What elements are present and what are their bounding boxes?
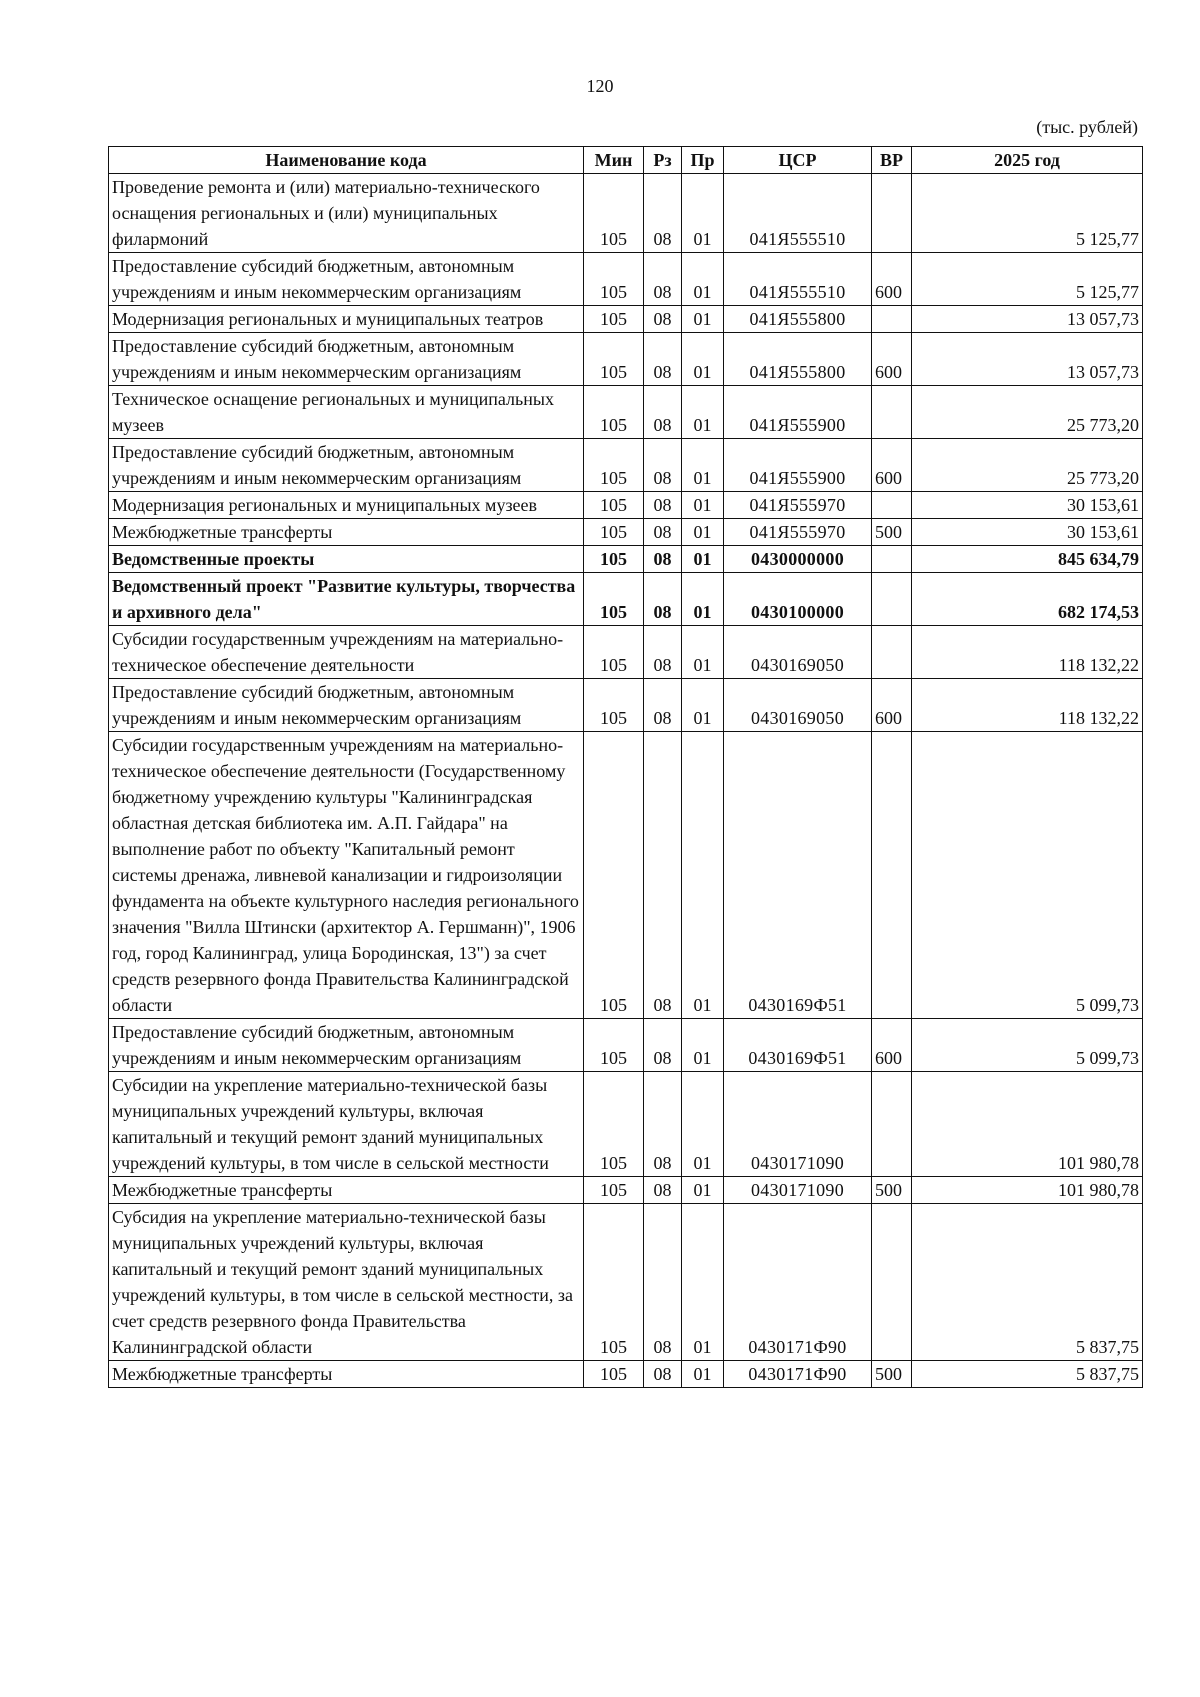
- cell-amount: 13 057,73: [912, 333, 1143, 386]
- cell-rz: 08: [644, 174, 682, 253]
- cell-csr: 0430169050: [724, 626, 872, 679]
- cell-pr: 01: [682, 573, 724, 626]
- cell-vr: 600: [872, 253, 912, 306]
- cell-csr: 041Я555900: [724, 439, 872, 492]
- cell-amount: 5 125,77: [912, 253, 1143, 306]
- cell-amount: 5 837,75: [912, 1361, 1143, 1388]
- cell-min: 105: [584, 439, 644, 492]
- table-row: [109, 1361, 1143, 1388]
- cell-pr: 01: [682, 1204, 724, 1361]
- table-row: [109, 174, 1143, 253]
- cell-pr: 01: [682, 519, 724, 546]
- cell-rz: 08: [644, 386, 682, 439]
- cell-amount: 25 773,20: [912, 439, 1143, 492]
- cell-csr: 0430171090: [724, 1177, 872, 1204]
- cell-csr: 0430100000: [724, 573, 872, 626]
- table-row: [109, 1019, 1143, 1072]
- cell-csr: 0430171090: [724, 1072, 872, 1177]
- cell-vr: [872, 1072, 912, 1177]
- cell-csr: 0430169050: [724, 679, 872, 732]
- cell-name: Межбюджетные трансферты: [109, 1361, 584, 1388]
- cell-pr: 01: [682, 1072, 724, 1177]
- cell-name: Ведомственный проект "Развитие культуры, творчества и архивного дела": [109, 573, 584, 626]
- table-row: [109, 679, 1143, 732]
- cell-pr: 01: [682, 253, 724, 306]
- header-min: Мин: [584, 147, 644, 174]
- table-row: [109, 732, 1143, 1019]
- cell-pr: 01: [682, 439, 724, 492]
- budget-table: [108, 146, 1143, 1388]
- table-row: [109, 386, 1143, 439]
- cell-vr: [872, 573, 912, 626]
- cell-amount: 118 132,22: [912, 679, 1143, 732]
- cell-csr: 041Я555510: [724, 174, 872, 253]
- table-row: [109, 1177, 1143, 1204]
- table-row: [109, 1204, 1143, 1361]
- cell-name: Субсидии государственным учреждениям на материально-техническое обеспечение деятельности (Государственному бюджетному учреждению культуры "Калининградская областная детская библиотека им. А.П. Гайдара" на выполнение работ по объекту "Капитальный ремонт системы дренажа, ливневой канализации и гидроизоляции фундамента на объекте культурного наследия регионального значения "Вилла Штински (архитектор А. Гершманн)", 1906 год, город Калининград, улица Бородинская, 13") за счет средств резервного фонда Правительства Калининградской области: [109, 732, 584, 1019]
- cell-min: 105: [584, 174, 644, 253]
- cell-amount: 5 099,73: [912, 1019, 1143, 1072]
- cell-name: Техническое оснащение региональных и муниципальных музеев: [109, 386, 584, 439]
- cell-pr: 01: [682, 732, 724, 1019]
- cell-amount: 13 057,73: [912, 306, 1143, 333]
- cell-rz: 08: [644, 573, 682, 626]
- cell-min: 105: [584, 626, 644, 679]
- cell-name: Предоставление субсидий бюджетным, автономным учреждениям и иным некоммерческим организациям: [109, 439, 584, 492]
- cell-pr: 01: [682, 1019, 724, 1072]
- table-row: [109, 626, 1143, 679]
- cell-rz: 08: [644, 546, 682, 573]
- cell-rz: 08: [644, 679, 682, 732]
- cell-vr: [872, 386, 912, 439]
- cell-min: 105: [584, 1177, 644, 1204]
- cell-min: 105: [584, 1361, 644, 1388]
- cell-rz: 08: [644, 492, 682, 519]
- cell-vr: 500: [872, 519, 912, 546]
- cell-vr: 500: [872, 1361, 912, 1388]
- cell-min: 105: [584, 306, 644, 333]
- cell-min: 105: [584, 519, 644, 546]
- cell-min: 105: [584, 732, 644, 1019]
- cell-min: 105: [584, 1019, 644, 1072]
- cell-amount: 30 153,61: [912, 492, 1143, 519]
- table-row: [109, 306, 1143, 333]
- cell-amount: 101 980,78: [912, 1072, 1143, 1177]
- cell-pr: 01: [682, 306, 724, 333]
- cell-csr: 041Я555970: [724, 519, 872, 546]
- cell-amount: 101 980,78: [912, 1177, 1143, 1204]
- cell-pr: 01: [682, 626, 724, 679]
- cell-rz: 08: [644, 306, 682, 333]
- table-row: [109, 546, 1143, 573]
- cell-csr: 0430171Ф90: [724, 1204, 872, 1361]
- cell-pr: 01: [682, 679, 724, 732]
- cell-name: Межбюджетные трансферты: [109, 1177, 584, 1204]
- cell-rz: 08: [644, 519, 682, 546]
- cell-amount: 118 132,22: [912, 626, 1143, 679]
- table-row: [109, 1072, 1143, 1177]
- header-vr: ВР: [872, 147, 912, 174]
- table-header-row: [109, 147, 1143, 174]
- cell-amount: 682 174,53: [912, 573, 1143, 626]
- cell-min: 105: [584, 333, 644, 386]
- cell-vr: 600: [872, 1019, 912, 1072]
- cell-vr: [872, 626, 912, 679]
- table-row: [109, 439, 1143, 492]
- table-row: [109, 253, 1143, 306]
- cell-min: 105: [584, 492, 644, 519]
- cell-pr: 01: [682, 386, 724, 439]
- cell-min: 105: [584, 1072, 644, 1177]
- cell-csr: 041Я555900: [724, 386, 872, 439]
- cell-rz: 08: [644, 626, 682, 679]
- cell-csr: 0430000000: [724, 546, 872, 573]
- cell-vr: [872, 492, 912, 519]
- cell-amount: 30 153,61: [912, 519, 1143, 546]
- cell-name: Предоставление субсидий бюджетным, автономным учреждениям и иным некоммерческим организациям: [109, 679, 584, 732]
- cell-vr: [872, 306, 912, 333]
- cell-vr: 600: [872, 439, 912, 492]
- cell-pr: 01: [682, 492, 724, 519]
- cell-rz: 08: [644, 732, 682, 1019]
- page-number: 120: [586, 76, 614, 96]
- header-pr: Пр: [682, 147, 724, 174]
- cell-name: Субсидия на укрепление материально-технической базы муниципальных учреждений культуры, включая капитальный и текущий ремонт зданий муниципальных учреждений культуры, в том числе в сельской местности, за счет средств резервного фонда Правительства Калининградской области: [109, 1204, 584, 1361]
- cell-min: 105: [584, 546, 644, 573]
- cell-name: Модернизация региональных и муниципальных музеев: [109, 492, 584, 519]
- cell-csr: 0430169Ф51: [724, 1019, 872, 1072]
- cell-min: 105: [584, 386, 644, 439]
- cell-name: Модернизация региональных и муниципальных театров: [109, 306, 584, 333]
- cell-amount: 25 773,20: [912, 386, 1143, 439]
- cell-min: 105: [584, 253, 644, 306]
- cell-pr: 01: [682, 174, 724, 253]
- cell-amount: 5 099,73: [912, 732, 1143, 1019]
- cell-csr: 041Я555800: [724, 306, 872, 333]
- table-row: [109, 573, 1143, 626]
- cell-min: 105: [584, 679, 644, 732]
- cell-pr: 01: [682, 333, 724, 386]
- cell-rz: 08: [644, 1361, 682, 1388]
- table-row: [109, 492, 1143, 519]
- cell-pr: 01: [682, 1361, 724, 1388]
- units-label: (тыс. рублей): [1036, 117, 1138, 137]
- cell-vr: 500: [872, 1177, 912, 1204]
- cell-csr: 041Я555970: [724, 492, 872, 519]
- table-row: [109, 333, 1143, 386]
- cell-rz: 08: [644, 253, 682, 306]
- header-rz: Рз: [644, 147, 682, 174]
- cell-min: 105: [584, 573, 644, 626]
- table-row: [109, 519, 1143, 546]
- cell-name: Ведомственные проекты: [109, 546, 584, 573]
- cell-amount: 845 634,79: [912, 546, 1143, 573]
- cell-rz: 08: [644, 1019, 682, 1072]
- cell-amount: 5 837,75: [912, 1204, 1143, 1361]
- cell-pr: 01: [682, 1177, 724, 1204]
- cell-rz: 08: [644, 1177, 682, 1204]
- cell-rz: 08: [644, 333, 682, 386]
- cell-csr: 041Я555800: [724, 333, 872, 386]
- cell-name: Предоставление субсидий бюджетным, автономным учреждениям и иным некоммерческим организациям: [109, 253, 584, 306]
- cell-rz: 08: [644, 439, 682, 492]
- header-name: Наименование кода: [109, 147, 584, 174]
- cell-csr: 041Я555510: [724, 253, 872, 306]
- cell-name: Проведение ремонта и (или) материально-технического оснащения региональных и (или) муниципальных филармоний: [109, 174, 584, 253]
- cell-vr: [872, 732, 912, 1019]
- cell-pr: 01: [682, 546, 724, 573]
- cell-csr: 0430169Ф51: [724, 732, 872, 1019]
- cell-amount: 5 125,77: [912, 174, 1143, 253]
- cell-vr: [872, 174, 912, 253]
- cell-vr: 600: [872, 333, 912, 386]
- cell-rz: 08: [644, 1072, 682, 1177]
- cell-min: 105: [584, 1204, 644, 1361]
- cell-vr: 600: [872, 679, 912, 732]
- cell-name: Субсидии на укрепление материально-технической базы муниципальных учреждений культуры, включая капитальный и текущий ремонт зданий муниципальных учреждений культуры, в том числе в сельской местности: [109, 1072, 584, 1177]
- cell-name: Межбюджетные трансферты: [109, 519, 584, 546]
- cell-csr: 0430171Ф90: [724, 1361, 872, 1388]
- cell-rz: 08: [644, 1204, 682, 1361]
- cell-name: Предоставление субсидий бюджетным, автономным учреждениям и иным некоммерческим организациям: [109, 1019, 584, 1072]
- cell-name: Предоставление субсидий бюджетным, автономным учреждениям и иным некоммерческим организациям: [109, 333, 584, 386]
- header-csr: ЦСР: [724, 147, 872, 174]
- table-body: [109, 174, 1143, 1388]
- header-year: 2025 год: [912, 147, 1143, 174]
- cell-vr: [872, 546, 912, 573]
- cell-vr: [872, 1204, 912, 1361]
- cell-name: Субсидии государственным учреждениям на материально-техническое обеспечение деятельности: [109, 626, 584, 679]
